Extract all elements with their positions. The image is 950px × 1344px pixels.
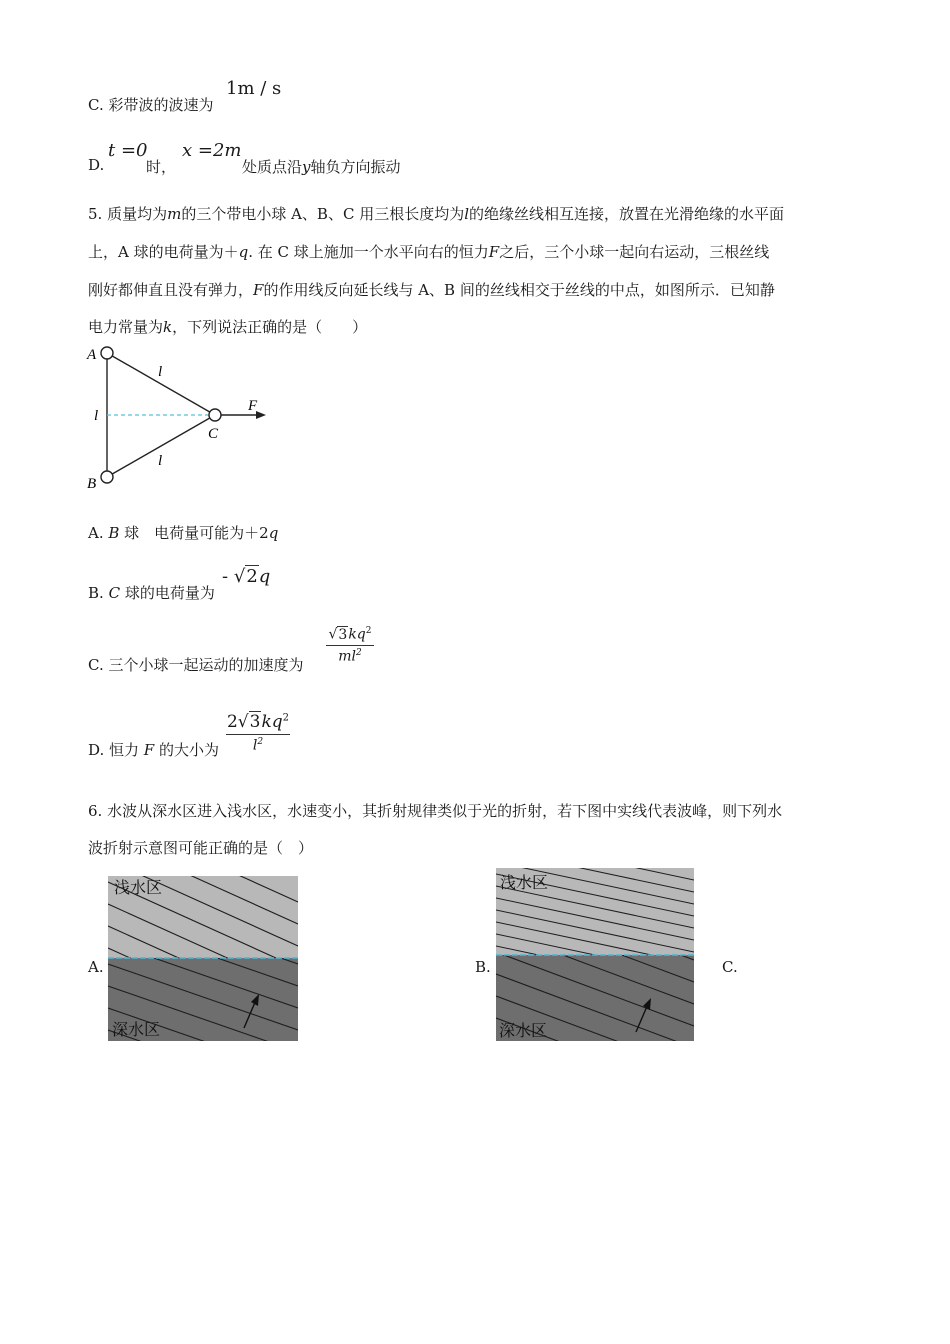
q5-stem-text: 的三个带电小球 A、B、C 用三根长度均为 <box>181 205 465 223</box>
radicand: 3 <box>249 712 261 732</box>
q4-option-d-tail-post: 轴负方向振动 <box>310 158 401 176</box>
exponent: 2 <box>257 737 264 747</box>
q5-option-c <box>88 654 303 675</box>
q5-option-c-numerator <box>326 626 374 643</box>
q5-stem-text: . 在 C 球上施加一个水平向右的恒力 <box>248 243 489 261</box>
q6-option-a-label: A. <box>88 958 104 976</box>
q5-option-c-label: C. 三个小球一起运动的加速度为 <box>88 656 304 674</box>
q5-option-b <box>88 582 215 603</box>
numerator-rest: kq <box>348 626 366 643</box>
label-b: B <box>87 476 97 492</box>
string-ac <box>107 353 215 415</box>
q5-option-d-f: F <box>143 741 155 759</box>
q4-option-d-label: D. <box>88 156 105 174</box>
q4-option-d-formula-x: x =2m <box>182 140 242 161</box>
exponent: 2 <box>365 626 372 636</box>
label-l-bottom: l <box>158 453 163 469</box>
force-arrow-head <box>256 411 266 419</box>
q5-var-f: F <box>253 281 264 299</box>
q5-stem-text: 之后，三个小球一起向右运动，三根丝线 <box>499 243 770 261</box>
q5-option-b-text: 球的电荷量为 <box>120 584 215 602</box>
q5-stem-text: 5. 质量均为 <box>88 205 168 223</box>
q5-stem-text: 的作用线反向延长线与 A、B 间的丝线相交于丝线的中点，如图所示．已知静 <box>263 281 775 299</box>
q5-var-q: q <box>238 243 249 261</box>
q5-option-c-fraction <box>326 626 374 664</box>
q5-option-a-prefix: A. <box>88 524 109 542</box>
ball-c <box>209 409 221 421</box>
coefficient: 2 <box>226 712 238 732</box>
shallow-label: 浅水区 <box>114 880 163 897</box>
q5-option-a-q: q <box>268 524 279 542</box>
exponent: 2 <box>356 647 362 658</box>
q5-option-d-fraction <box>226 712 290 754</box>
q5-stem-line-2 <box>88 241 769 262</box>
label-l-top: l <box>158 364 163 380</box>
q5-var-f: F <box>488 243 500 261</box>
q5-option-d-label: D. 恒力 <box>88 741 144 759</box>
numerator-rest: kq <box>261 712 283 732</box>
q4-option-d-tail-pre: 处质点沿 <box>242 158 303 176</box>
q4-option-d-formula-t: t =0 <box>108 140 148 161</box>
ball-a <box>101 347 113 359</box>
sqrt-sign: √ <box>328 626 338 643</box>
q4-option-d-tail <box>242 156 401 177</box>
q5-option-b-formula <box>222 566 270 587</box>
q6-option-c-label: C. <box>722 958 738 976</box>
deep-label: 深水区 <box>499 1023 548 1040</box>
sqrt-sign: √ <box>233 566 246 587</box>
q5-option-d-denominator <box>226 737 290 754</box>
q4-option-d-y: y <box>302 158 311 176</box>
radicand: 3 <box>338 626 348 643</box>
q5-var-k: k <box>163 318 173 336</box>
q4-option-c-label: C. 彩带波的波速为 <box>88 96 214 114</box>
q5-stem-text: ，下列说法正确的是（ ） <box>172 318 368 336</box>
q5-stem-line-1 <box>88 203 784 224</box>
label-a: A <box>87 347 97 363</box>
q5-option-d-numerator <box>226 712 290 732</box>
label-c: C <box>208 426 219 442</box>
q6-option-b-figure <box>496 868 694 1041</box>
q5-stem-line-3 <box>88 279 775 300</box>
q6-option-a-figure <box>108 876 298 1041</box>
q5-option-b-radicand: 2 <box>246 566 258 587</box>
q5-option-a <box>88 522 278 543</box>
q5-option-c-denominator <box>326 648 374 665</box>
fraction-bar <box>226 734 290 735</box>
q4-option-c-formula: 1m / s <box>226 78 282 99</box>
fraction-bar <box>326 645 374 646</box>
q5-stem-line-4 <box>88 316 367 337</box>
q5-stem-text: 电力常量为 <box>88 318 164 336</box>
q5-triangle-figure <box>82 338 282 496</box>
q5-stem-text: 的绝缘丝线相互连接，放置在光滑绝缘的水平面 <box>469 205 785 223</box>
q5-option-d <box>88 739 219 760</box>
ball-b <box>101 471 113 483</box>
q6-stem-line-2: 波折射示意图可能正确的是（ ） <box>88 839 314 857</box>
denominator: ml <box>338 648 357 665</box>
denominator: l <box>252 737 258 754</box>
label-f: F <box>248 398 258 414</box>
q4-option-d-mid: 时， <box>146 158 177 176</box>
q4-option-d <box>88 156 104 174</box>
q5-var-l: l <box>464 205 470 223</box>
q5-option-b-var: C <box>108 584 121 602</box>
q5-option-d-label: 的大小为 <box>154 741 219 759</box>
q5-option-b-minus: - <box>222 566 229 587</box>
q4-option-c <box>88 94 213 115</box>
q6-stem-line-1: 6. 水波从深水区进入浅水区，水速变小，其折射规律类似于光的折射，若下图中实线代表波峰，则下列水 <box>88 802 783 820</box>
q5-option-b-prefix: B. <box>88 584 109 602</box>
q5-option-a-var: B <box>108 524 120 542</box>
q5-stem-text: 上，A 球的电荷量为＋ <box>88 243 239 261</box>
q5-option-b-q: q <box>258 566 271 587</box>
deep-label: 深水区 <box>112 1022 161 1039</box>
shallow-label: 浅水区 <box>500 875 549 892</box>
exponent: 2 <box>282 712 290 724</box>
q5-var-m: m <box>167 205 182 223</box>
q5-option-a-text: 球 电荷量可能为＋2 <box>119 524 269 542</box>
q5-stem-text: 刚好都伸直且没有弹力， <box>88 281 254 299</box>
label-l-left: l <box>94 408 99 424</box>
q6-option-b-label: B. <box>475 958 491 976</box>
sqrt-sign: √ <box>237 712 249 732</box>
